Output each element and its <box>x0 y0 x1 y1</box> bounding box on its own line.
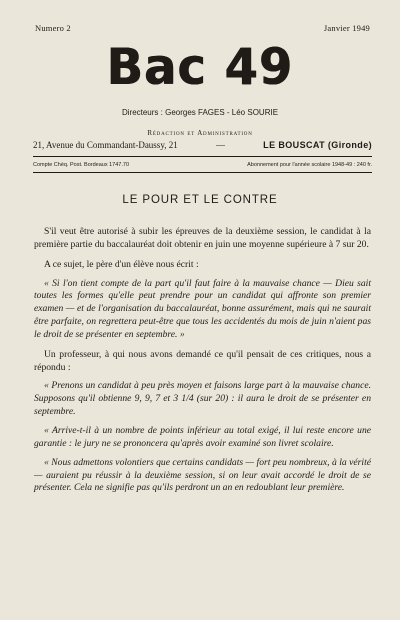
address-separator: — <box>215 140 225 150</box>
article-body <box>34 226 371 501</box>
directors-line: Directeurs : Georges FAGES - Léo SOURIE <box>121 108 279 117</box>
redaction-line: Rédaction et Administration <box>147 129 253 137</box>
issue-date: Janvier 1949 <box>323 23 370 33</box>
quote-1: « Si l'on tient compte de la part qu'il faut faire à la mauvaise chance — Dieu sait toutes les formes qu'elle peut prendre pour un candidat qui affronte son premier examen — et de l'organisation du baccalauréat, bonne assurément, mais qui ne saurait être parfaite, on regrettera peut-être que tous les accidentés du mois de juin n'aient pas le droit de se présenter en septembre. » <box>34 277 371 340</box>
paragraph-2: A ce sujet, le père d'un élève nous écrit : <box>44 258 199 270</box>
account-line <box>33 162 372 173</box>
issue-line <box>35 23 370 33</box>
subscription-info: Abonnement pour l'année scolaire 1948-49 : 240 fr. <box>247 162 372 168</box>
postal-account: Compte Chèq. Post. Bordeaux 1747.70 <box>33 162 130 168</box>
paragraph-1: S'il veut être autorisé à subir les épreuves de la deuxième session, le candidat à la première partie du baccalauréat doit obtenir en juin une moyenne supérieure à 7 sur 20. <box>34 226 371 250</box>
quote-2: « Prenons un candidat à peu près moyen et faisons large part à la mauvaise chance. Supposons qu'il obtienne 9, 9, 7 et 3 1/4 (sur 20) : il aura le droit de se présenter en septembre. <box>34 380 371 418</box>
address-street: 21, Avenue du Commandant-Daussy, 21 <box>33 140 178 150</box>
issue-number: Numero 2 <box>35 23 71 33</box>
masthead-title: Bac 49 <box>106 38 294 96</box>
address-city: LE BOUSCAT (Gironde) <box>263 140 372 150</box>
quote-4: « Nous admettons volontiers que certains candidats — fort peu nombreux, à la vérité — auraient pu réussir à la deuxième session, si on leur avait accordé le droit de se présenter. Cela ne signifie pas qu'ils perdront un an en redoublant leur première. <box>34 456 371 494</box>
paragraph-3: Un professeur, à qui nous avons demandé ce qu'il pensait de ces critiques, nous a répondu : <box>34 348 371 373</box>
quote-3: « Arrive-t-il à un nombre de points inférieur au total exigé, il lui reste encore une garantie : le jury ne se prononcera qu'après avoir examiné son livret scolaire. <box>34 424 371 449</box>
address-line <box>33 140 372 157</box>
section-title: LE POUR ET LE CONTRE <box>122 194 278 206</box>
